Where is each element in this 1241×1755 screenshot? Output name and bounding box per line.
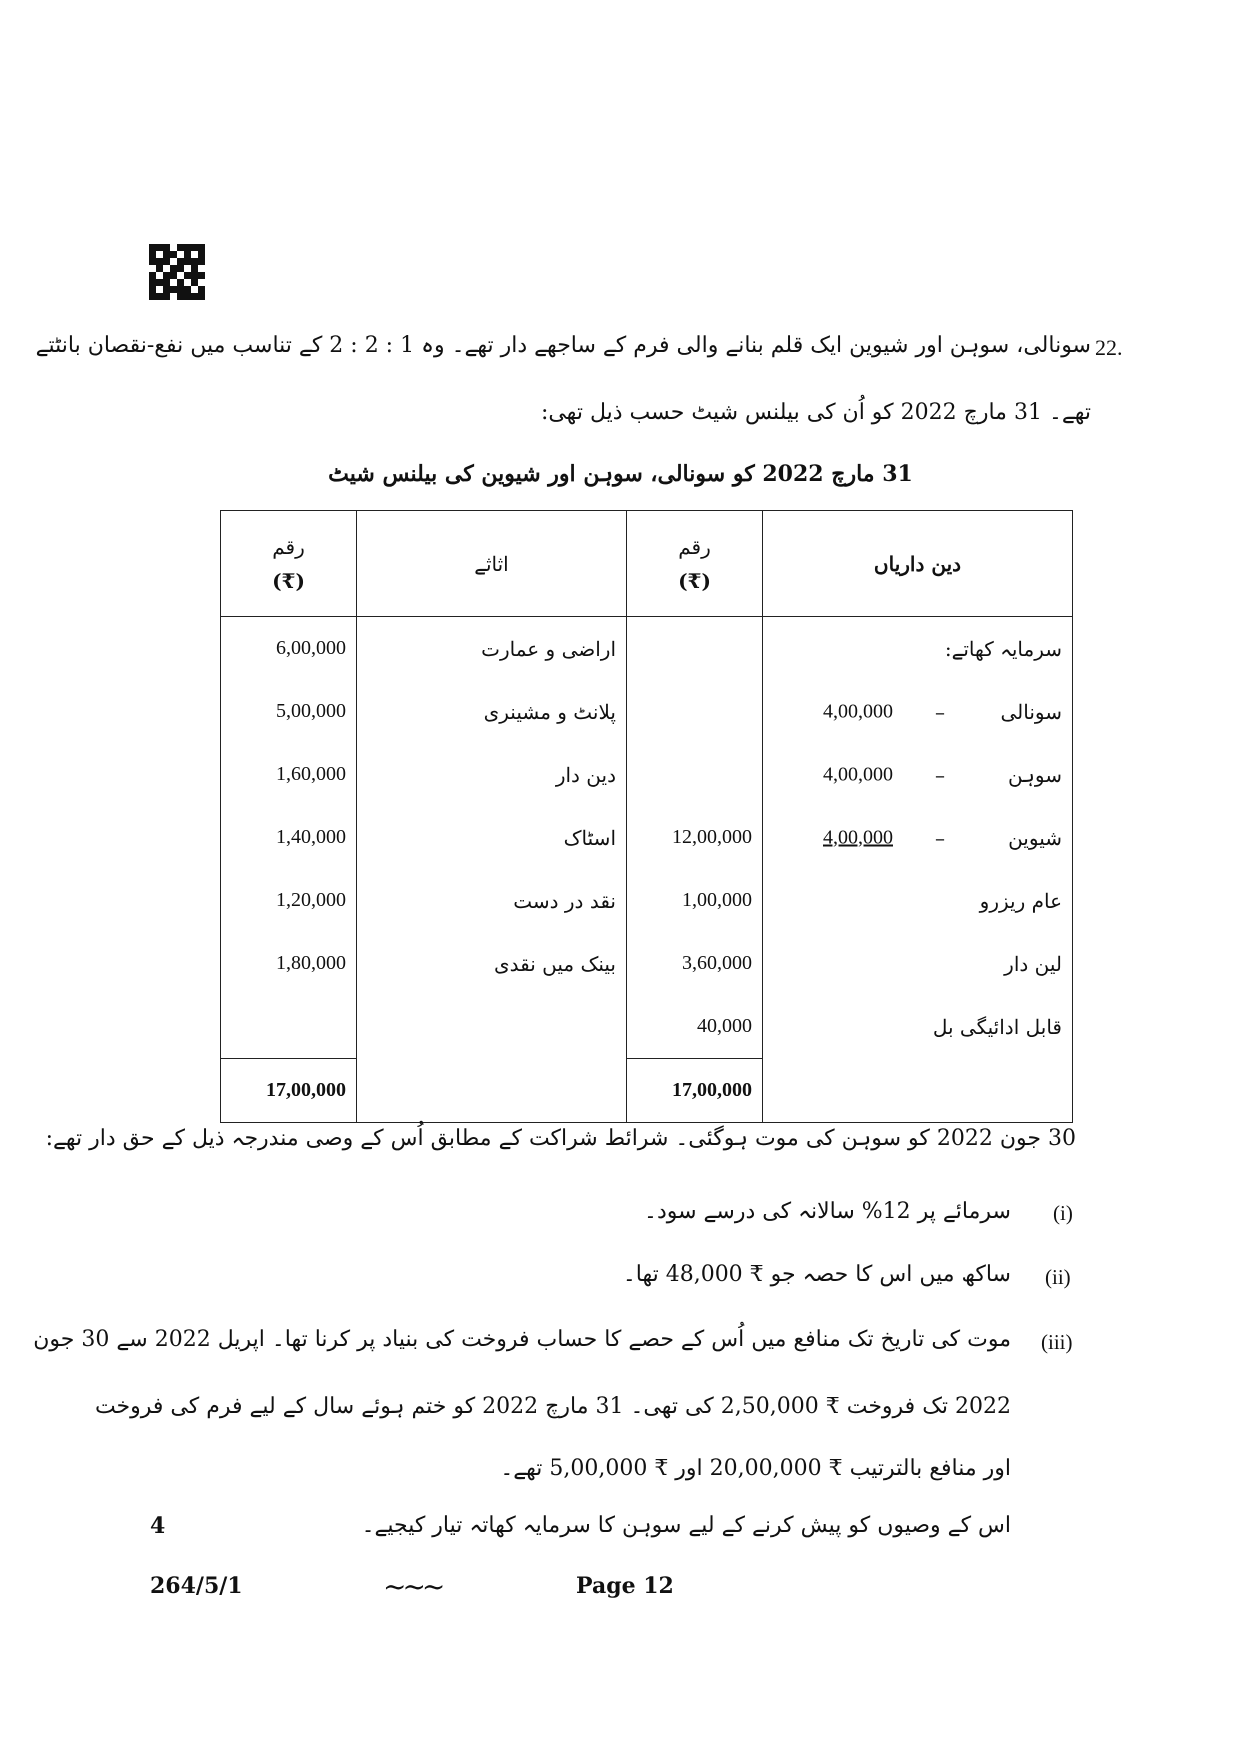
- table-row: [221, 743, 1073, 806]
- liability-amount: 40,000: [627, 995, 763, 1059]
- asset-name: نقد در دست: [357, 869, 627, 932]
- paper-code: 264/5/1: [150, 1573, 243, 1599]
- table-row: [221, 869, 1073, 932]
- liabilities-header: دین داریاں: [763, 511, 1073, 617]
- table-row: [221, 680, 1073, 743]
- capital-heading: سرمایہ کھاتے:: [763, 617, 1073, 681]
- question-line-2: تھے۔ 31 مارچ 2022 کو اُن کی بیلنس شیٹ حسب ذیل تھی:: [540, 400, 1091, 425]
- balance-sheet-title: 31 مارچ 2022 کو سونالی، سوہن اور شیوین کی بیلنس شیٹ: [328, 461, 913, 487]
- qr-code: [149, 244, 205, 300]
- item-text-line-1: موت کی تاریخ تک منافع میں اُس کے حصے کا حساب فروخت کی بنیاد پر کرنا تھا۔ اپریل 2022 سے 30 جون: [33, 1327, 1011, 1352]
- liability-name: عام ریزرو: [763, 869, 1073, 932]
- asset-amount: 1,60,000: [221, 743, 357, 806]
- asset-name: اسٹاک: [357, 806, 627, 869]
- item-text: سرمائے پر 12% سالانہ کی درسے سود۔: [644, 1199, 1011, 1224]
- asset-name: پلانٹ و مشینری: [357, 680, 627, 743]
- liabilities-total: 17,00,000: [627, 1059, 763, 1123]
- balance-sheet-table: [220, 510, 1073, 1123]
- capital-total: 12,00,000: [627, 806, 763, 869]
- table-row: [221, 995, 1073, 1059]
- liabilities-amount-header: رقم (₹): [627, 511, 763, 617]
- page-label: Page 12: [576, 1573, 674, 1599]
- table-header-row: [221, 511, 1073, 617]
- asset-amount: 1,20,000: [221, 869, 357, 932]
- assets-header: اثاثے: [357, 511, 627, 617]
- item-number: (ii): [1045, 1265, 1071, 1289]
- asset-name: بینک میں نقدی: [357, 932, 627, 995]
- item-text-line-2: 2022 تک فروخت ₹ 2,50,000 کی تھی۔ 31 مارچ 2022 کو ختم ہوئے سال کے لیے فرم کی فروخت: [94, 1394, 1011, 1419]
- item-number: (iii): [1041, 1330, 1073, 1354]
- asset-amount: 1,80,000: [221, 932, 357, 995]
- item-text-line-3: اور منافع بالترتیب ₹ 20,00,000 اور ₹ 5,00,000 تھے۔: [500, 1456, 1011, 1481]
- death-intro: 30 جون 2022 کو سوہن کی موت ہوگئی۔ شرائط شراکت کے مطابق اُس کے وصی مندرجہ ذیل کے حق دار تھے:: [45, 1126, 1076, 1151]
- page-marker: 4: [150, 1513, 166, 1539]
- table-row: [221, 806, 1073, 869]
- liability-name: لین دار: [763, 932, 1073, 995]
- item-number: (i): [1053, 1201, 1073, 1225]
- asset-amount: 5,00,000: [221, 680, 357, 743]
- capital-entry: 4,00,000 – سوہن: [763, 743, 1073, 806]
- wave-divider: ~~~: [383, 1570, 442, 1603]
- assets-amount-header: رقم (₹): [221, 511, 357, 617]
- question-line-1: سونالی، سوہن اور شیوین ایک قلم بنانے والی فرم کے ساجھے دار تھے۔ وہ 1 : 2 : 2 کے تناسب میں نفع-نقصان بانٹتے: [35, 333, 1091, 358]
- asset-name: دین دار: [357, 743, 627, 806]
- item-text: ساکھ میں اس کا حصہ جو ₹ 48,000 تھا۔: [622, 1262, 1011, 1287]
- capital-entry: 4,00,000 – سونالی: [763, 680, 1073, 743]
- asset-amount: 1,40,000: [221, 806, 357, 869]
- asset-name: اراضی و عمارت: [357, 617, 627, 681]
- table-row: [221, 932, 1073, 995]
- totals-row: [221, 1059, 1073, 1123]
- liability-name: قابل ادائیگی بل: [763, 995, 1073, 1059]
- table-row: [221, 617, 1073, 681]
- capital-entry: 4,00,000 – شیوین: [763, 806, 1073, 869]
- assets-total: 17,00,000: [221, 1059, 357, 1123]
- question-number: 22.: [1095, 335, 1123, 360]
- instruction: اس کے وصیوں کو پیش کرنے کے لیے سوہن کا سرمایہ کھاتہ تیار کیجیے۔: [361, 1513, 1011, 1538]
- liability-amount: 1,00,000: [627, 869, 763, 932]
- liability-amount: 3,60,000: [627, 932, 763, 995]
- asset-amount: 6,00,000: [221, 617, 357, 681]
